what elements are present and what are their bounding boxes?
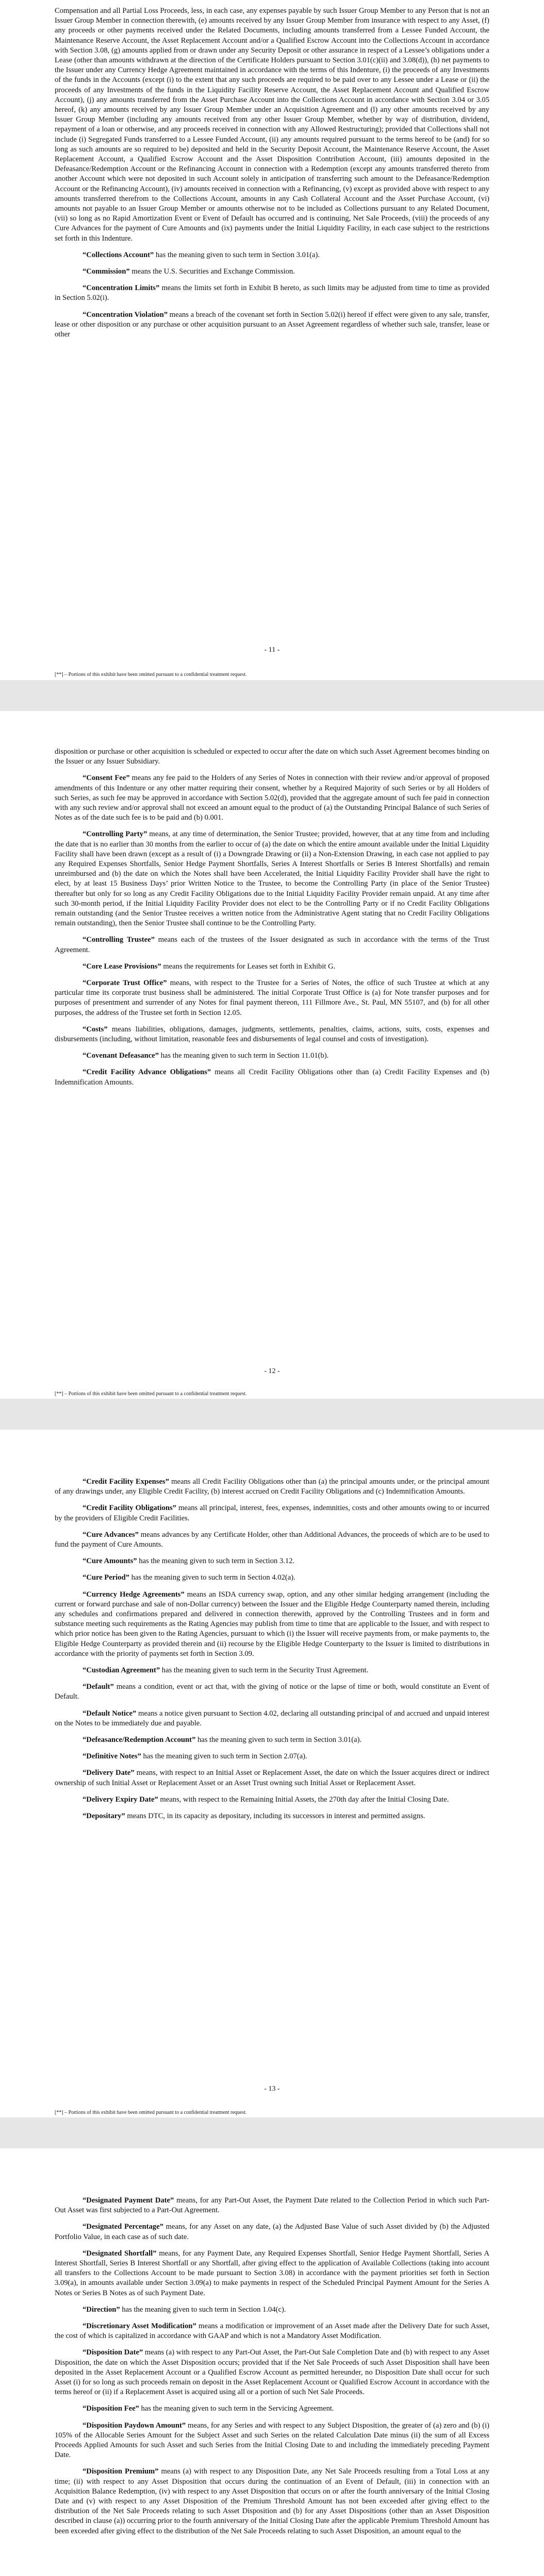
- defined-term: “Default Notice”: [83, 1709, 137, 1718]
- definition-paragraph: [55, 1709, 489, 1728]
- definition-text: means, with respect to the Trustee for a Series of Notes, the office of such Trustee at which at any particular time its corporate trust business shall be administered. The initial Corporate Trust Office is (a) for Note transfer purposes and for purposes of presentment and surrender of any Notes for final payment thereon, 111 Fillmore Ave., St. Paul, MN 55107, and (b) for all other purposes, the address of the Trustee set forth in Section 12.05.: [55, 979, 489, 1017]
- definition-text: means, with respect to an Initial Asset or Replacement Asset, the date on which the Issuer acquires direct or indirect ownership of such Initial Asset or Replacement Asset or an Asset Trust owning such Initial Asset or Replacement Asset.: [55, 1769, 489, 1787]
- defined-term: “Collections Account”: [83, 250, 154, 259]
- defined-term: “Cure Advances”: [83, 1530, 139, 1539]
- definition-paragraph: [55, 2467, 489, 2536]
- defined-term: “Costs”: [83, 1025, 108, 1033]
- definition-text: means the U.S. Securities and Exchange Commission.: [129, 267, 295, 276]
- definition-text: means a condition, event or act that, with the giving of notice or the lapse of time or both, would constitute an Event of Default.: [55, 1683, 489, 1701]
- definition-paragraph: [55, 1067, 489, 1087]
- document-page-12: [0, 711, 544, 1399]
- definition-paragraph: [55, 1590, 489, 1659]
- definition-paragraph: [55, 2222, 489, 2242]
- definition-text: has the meaning given to such term in the Servicing Agreement.: [139, 2404, 334, 2413]
- definition-text: means each of the trustees of the Issuer designated as such in accordance with the terms of the Trust Agreement.: [55, 936, 489, 954]
- definition-paragraph: [55, 1530, 489, 1550]
- definition-text: means, for any Part-Out Asset, the Payment Date related to the Collection Period in which such Part-Out Asset was first subjected to a Part-Out Agreement.: [55, 2196, 489, 2215]
- definition-paragraph: [55, 829, 489, 928]
- page-separator: [0, 1399, 544, 1430]
- definition-text: means, for any Series and with respect to any Subject Disposition, the greater of (a) zero and (b) (i) 105% of the Allocable Series Amount for the Subject Asset and such Series on the related Calculation Date minus (ii) the sum of all Excess Proceeds Applied Amounts for such Asset and such Series from the Initial Closing Date to and including the immediately preceding Payment Date.: [55, 2421, 490, 2460]
- definition-text: means a breach of the covenant set forth in Section 5.02(i) hereof if effect were given to any sale, transfer, lease or other disposition or any purchase or other acquisition pursuant to an Asset Agreement regardless of whether such sale, transfer, lease or other: [55, 310, 489, 339]
- defined-term: “Direction”: [83, 2305, 120, 2314]
- defined-term: “Delivery Expiry Date”: [83, 1795, 158, 1804]
- definition-paragraph: [55, 1735, 489, 1745]
- definition-text: has the meaning given to such term in Section 4.02(a).: [129, 1573, 295, 1582]
- defined-term: “Credit Facility Obligations”: [83, 1504, 176, 1513]
- defined-term: “Definitive Notes”: [83, 1752, 141, 1761]
- defined-term: “Concentration Limits”: [83, 284, 160, 293]
- definition-text: has the meaning given to such term in Section 3.12.: [137, 1557, 295, 1566]
- definition-paragraph: [55, 1477, 489, 1497]
- definition-paragraph: [55, 250, 489, 260]
- definition-paragraph: [55, 1025, 489, 1044]
- page-number: - 13 -: [264, 2085, 280, 2093]
- defined-term: “Cure Amounts”: [83, 1557, 137, 1566]
- definition-text: means, for any Payment Date, any Required Expenses Shortfall, Senior Hedge Payment Shortfall, Series A Interest Shortfall, Series B Interest Shortfall or any Shortfall, after giving effect to the application of Available Collections (taking into account all transfers to the Collections Account to be made pursuant to Section 3.08) in accordance with the payment priorities set forth in Section 3.09(a), in amounts available under Section 3.09(a) to make payments in respect of the Scheduled Principal Payment Amount for the Series A Notes or Series B Notes as of such Payment Date.: [55, 2249, 490, 2297]
- definition-text: has the meaning given to such term in Section 3.01(a).: [154, 250, 320, 259]
- definition-text: Compensation and all Partial Loss Proceeds, less, in each case, any expenses payable by such Issuer Group Member to any Person that is not an Issuer Group Member in connection therewith, (e) amounts received by any Issuer Group Member from insurance with respect to any Asset, (f) any proceeds or other payments received under the Related Documents, including amounts transferred from a Lessee Funded Account, the Maintenance Reserve Account, the Asset Replacement Account and/or a Qualified Escrow Account into the Collections Account in accordance with Section 3.08, (g) amounts applied from or drawn under any Security Deposit or other assurance in respect of a Lessee’s obligations under a Lease (other than amounts withdrawn at the direction of the Certificate Holders pursuant to Section 3.01(c)(ii) and 3.08(d)), (h) net payments to the Issuer under any Currency Hedge Agreement maintained in accordance with the terms of this Indenture, (i) the proceeds of any Investments of the funds in the Accounts (except (i) to the extent that any such proceeds are required to be paid over to any Lessee under a Lease or (ii) the proceeds of any Investments of the funds in the Liquidity Facility Reserve Account, the Asset Replacement Account and Qualified Escrow Account), (j) any amounts transferred from the Asset Purchase Account into the Collections Account in accordance with Section 3.04 or 3.05 hereof, (k) any amounts received by any Issuer Group Member under an Acquisition Agreement and (l) any other amounts received by any Issuer Group Member (including any amounts received from any other Issuer Group Member, whether by way of distribution, dividend, repayment of a loan or otherwise, and any proceeds received in connection with any Allowed Restructuring); provided that Collections shall not include (i) Segregated Funds transferred to a Lessee Funded Account, (ii) any amounts required pursuant to the terms hereof to be (and) for so long as such amounts are so required to be) deposited and held in the Security Deposit Account, the Maintenance Reserve Account, the Asset Replacement Account, a Qualified Escrow Account and the Asset Disposition Contribution Account, (iii) amounts deposited in the Defeasance/Redemption Account or the Refinancing Account in connection with a Redemption (except any amounts transferred thereto from another Account which were not deposited in such Account solely in anticipation of transferring such amount to the Defeasance/Redemption Account or the Refinancing Account), (iv) amounts received in connection with a Refinancing, (v) except as provided above with respect to any amounts transferred therefrom to the Collections Account, amounts in any Cash Collateral Account and the Asset Purchase Account, (vi) amounts not payable to an Issuer Group Member or amounts otherwise not to be included as Collections pursuant to any Related Document, (vii) so long as no Rapid Amortization Event or Event of Default has occurred and is continuing, Net Sale Proceeds, (viii) the proceeds of any Cure Advances for the payment of Cure Amounts and (ix) payments under the Initial Liquidity Facility, in each case subject to the restrictions set forth in this Indenture.: [55, 7, 489, 243]
- definition-paragraph: [55, 2196, 489, 2215]
- document-page-13: [0, 1430, 544, 2117]
- defined-term: “Designated Shortfall”: [83, 2249, 157, 2258]
- definition-text: means, with respect to the Remaining Initial Assets, the 270th day after the Initial Closing Date.: [158, 1795, 449, 1804]
- definition-paragraph: [55, 2421, 489, 2461]
- defined-term: “Covenant Defeasance”: [83, 1052, 159, 1060]
- definition-paragraph: [55, 935, 489, 955]
- definition-text: means (a) with respect to any Disposition Date, any Net Sale Proceeds resulting from a Total Loss at any time; (ii) with respect to any Asset Disposition that occurs during the continuation of an Event of Default, (iii) in connection with an Acquisition Balance Redemption, (iv) with respect to any Asset Disposition that occurs on or after the fourth anniversary of the Initial Closing Date and (v) with respect to any Asset Disposition of the Premium Threshold Amount has not been exceeded after giving effect to the distribution of the Net Sale Proceeds relating to such Asset Disposition and (b) for any Asset Dispositions (other than an Asset Disposition described in clause (a)) occurring prior to the fourth anniversary of the Initial Closing Date after the applicable Premium Threshold Amount has been exceeded after giving effect to the distribution of the Net Sale Proceeds relating to such Asset Disposition, an amount equal to the: [55, 2467, 489, 2535]
- defined-term: “Credit Facility Advance Obligations”: [83, 1068, 211, 1077]
- body-paragraph: [55, 747, 489, 767]
- definition-text: means all Credit Facility Obligations other than (a) Credit Facility Expenses and (b) Indemnification Amounts.: [55, 1068, 489, 1087]
- definition-text: means the limits set forth in Exhibit B hereto, as such limits may be adjusted from time to time as provided in Section 5.02(i).: [55, 284, 489, 302]
- page-separator: [0, 2117, 544, 2148]
- definition-text: means an ISDA currency swap, option, and any other similar hedging arrangement (including the current or forward purchase and sale of non-Dollar currency) between the Issuer and the Eligible Hedge Counterparty named therein, including any schedules and confirmations prepared and delivered in connection therewith, approved by the Controlling Trustees and in form and substance meeting such requirements as the Rating Agencies may publish from time to time that are applicable to the Issuer, and with respect to which prior notice has been given to the Rating Agencies, pursuant to which (i) the Issuer will receive payments from, or make payments to, the Eligible Hedge Counterparty as provided therein and (ii) recourse by the Eligible Hedge Counterparty to the Issuer is limited to distributions in accordance with the priority of payments set forth in Section 3.09.: [55, 1590, 489, 1658]
- defined-term: “Corporate Trust Office”: [83, 979, 167, 988]
- defined-term: “Default”: [83, 1683, 114, 1691]
- defined-term: “Defeasance/Redemption Account”: [83, 1736, 196, 1744]
- defined-term: “Depositary”: [83, 1812, 125, 1821]
- definition-paragraph: [55, 1666, 489, 1675]
- page-body: [55, 2148, 489, 2536]
- definition-text: disposition or purchase or other acquisition is scheduled or expected to occur after the date on which such Asset Agreement becomes binding on the Issuer or any Issuer Subsidiary.: [55, 748, 489, 766]
- defined-term: “Credit Facility Expenses”: [83, 1478, 169, 1486]
- document-page-14: [0, 2148, 544, 2576]
- defined-term: “Cure Period”: [83, 1573, 129, 1582]
- definition-paragraph: [55, 283, 489, 303]
- definition-paragraph: [55, 1573, 489, 1583]
- definition-paragraph: [55, 2305, 489, 2315]
- defined-term: “Consent Fee”: [83, 774, 130, 783]
- defined-term: “Disposition Premium”: [83, 2467, 159, 2476]
- defined-term: “Commission”: [83, 267, 130, 276]
- definition-paragraph: [55, 1556, 489, 1566]
- definition-paragraph: [55, 2249, 489, 2298]
- definition-paragraph: [55, 1682, 489, 1702]
- defined-term: “Core Lease Provisions”: [83, 962, 161, 971]
- definition-text: means all principal, interest, fees, expenses, indemnities, costs and other amounts owing to or incurred by the providers of Eligible Credit Facilities.: [55, 1504, 489, 1522]
- definition-text: has the meaning given to such term in Section 11.01(b).: [158, 1052, 329, 1060]
- definition-paragraph: [55, 2404, 489, 2414]
- definition-text: has the meaning given to such term in Section 3.01(a).: [195, 1736, 362, 1744]
- definition-paragraph: [55, 310, 489, 340]
- definition-text: means all Credit Facility Obligations other than (a) the principal amounts under, or the principal amount of any drawings under, any Eligible Credit Facility, (b) interest accrued on Credit Facility Obligations and (c) Indemnification Amounts.: [55, 1478, 489, 1496]
- definition-text: means liabilities, obligations, damages, judgments, settlements, penalties, claims, actions, suits, costs, expenses and disbursements (including, without limitation, reasonable fees and disbursements of legal counsel and costs of investigation).: [55, 1025, 489, 1044]
- page-body: [55, 1430, 489, 1821]
- defined-term: “Designated Percentage”: [83, 2223, 163, 2231]
- definition-paragraph: [55, 1752, 489, 1761]
- definition-text: means (a) with respect to any Part-Out Asset, the Part-Out Sale Completion Date and (b) with respect to any Asset Disposition, the date on which the Asset Disposition occurs; provided that if the Net Sale Proceeds of such Asset Disposition shall have been deposited in the Asset Replacement Account or a Qualified Escrow Account as permitted hereunder, no Disposition Date shall occur for such Asset (i) for so long as such proceeds remain on deposit in the Asset Replacement Account or Qualified Escrow Account in accordance with the terms hereof or (ii) if a Replacement Asset is acquired using all or a portion of such Net Sale Proceeds.: [55, 2348, 489, 2397]
- definition-text: means advances by any Certificate Holder, other than Additional Advances, the proceeds of which are to be used to fund the payment of Cure Amounts.: [55, 1530, 489, 1549]
- definition-paragraph: [55, 962, 489, 972]
- page-number: - 11 -: [264, 646, 280, 654]
- confidential-footnote: [**] – Portions of this exhibit have been omitted pursuant to a confidential treatment request.: [55, 672, 247, 677]
- definition-paragraph: [55, 1795, 489, 1805]
- confidential-footnote: [**] – Portions of this exhibit have been omitted pursuant to a confidential treatment request.: [55, 2110, 247, 2115]
- document-page-11: [0, 0, 544, 680]
- definition-text: means DTC, in its capacity as depositary, including its successors in interest and permitted assigns.: [125, 1812, 425, 1821]
- page-body: [55, 711, 489, 1088]
- definition-paragraph: [55, 2348, 489, 2397]
- defined-term: “Currency Hedge Agreements”: [83, 1590, 185, 1599]
- definition-text: means, at any time of determination, the Senior Trustee; provided, however, that at any time from and including the date that is no earlier than 30 months from the earlier to occur of (a) the date on which the entire amount available under the Initial Liquidity Facility shall have been drawn (except as a result of (i) a Downgrade Drawing or (ii) a Non-Extension Drawing, in each case not applied to pay any Required Expenses Shortfalls, Senior Hedge Payment Shortfalls, Series A Interest Shortfalls or Series B Interest Shortfalls) and remain unreimbursed and (b) the date on which the Notes shall have been Accelerated, the Initial Liquidity Facility Provider shall have the right to elect, by at least 15 Business Days’ prior Written Notice to the Trustee, to become the Controlling Party (in place of the Senior Trustee) thereafter but only for so long as any Credit Facility Obligations due to the Initial Liquidity Facility Provider remain unpaid. At any time after such 30-month period, if the Initial Liquidity Facility Provider does not elect to be the Controlling Party or if no Credit Facility Obligations remain outstanding (and the Senior Trustee receives a written notice from the Administrative Agent stating that no Credit Facility Obligations remain outstanding), then the Senior Trustee shall continue to be the Controlling Party.: [55, 830, 489, 928]
- definition-text: means the requirements for Leases set forth in Exhibit G.: [161, 962, 336, 971]
- definition-text: has the meaning given to such term in Section 2.07(a).: [141, 1752, 307, 1761]
- confidential-footnote: [**] – Portions of this exhibit have been omitted pursuant to a confidential treatment request.: [55, 1391, 247, 1397]
- definition-text: has the meaning given to such term in the Security Trust Agreement.: [160, 1666, 369, 1675]
- defined-term: “Designated Payment Date”: [83, 2196, 174, 2205]
- page-separator: [0, 680, 544, 711]
- definition-paragraph: [55, 978, 489, 1018]
- definition-paragraph: [55, 1503, 489, 1523]
- definition-paragraph: [55, 773, 489, 823]
- page-number: - 12 -: [264, 1367, 280, 1375]
- definition-paragraph: [55, 1811, 489, 1821]
- definition-text: means any fee paid to the Holders of any Series of Notes in connection with their review and/or approval of proposed amendments of this Indenture or any other matter requiring their consent, whether by a Required Majority of such Series or by all Holders of such Series, as such fee may be approved in accordance with Section 5.02(d), provided that the aggregate amount of such fee paid in connection with any such review and/or approval shall not exceed an amount equal to the product of (a) the Outstanding Principal Balance of such Series of Notes as of the date such fee is to be paid and (b) 0.001.: [55, 774, 489, 822]
- defined-term: “Discretionary Asset Modification”: [83, 2322, 196, 2331]
- defined-term: “Disposition Date”: [83, 2348, 143, 2357]
- defined-term: “Custodian Agreement”: [83, 1666, 160, 1675]
- definition-paragraph: [55, 267, 489, 277]
- definition-paragraph: [55, 2321, 489, 2341]
- defined-term: “Disposition Paydown Amount”: [83, 2421, 186, 2430]
- definition-text: has the meaning given to such term in Section 1.04(c).: [120, 2305, 286, 2314]
- body-paragraph: [55, 6, 489, 244]
- definition-text: means, for any Asset on any date, (a) the Adjusted Base Value of such Asset divided by (b) the Adjusted Portfolio Value, in each case as of such date.: [55, 2223, 489, 2241]
- definition-paragraph: [55, 1051, 489, 1061]
- definition-text: means a notice given pursuant to Section 4.02, declaring all outstanding principal of and accrued and unpaid interest on the Notes to be immediately due and payable.: [55, 1709, 489, 1727]
- page-body: [55, 0, 489, 340]
- definition-text: means a modification or improvement of an Asset made after the Delivery Date for such Asset, the cost of which is capitalized in accordance with GAAP and which is not a Mandatory Asset Modification.: [55, 2322, 489, 2341]
- defined-term: “Disposition Fee”: [83, 2404, 139, 2413]
- defined-term: “Controlling Trustee”: [83, 936, 155, 944]
- defined-term: “Delivery Date”: [83, 1769, 135, 1777]
- definition-paragraph: [55, 1768, 489, 1788]
- defined-term: “Concentration Violation”: [83, 310, 168, 319]
- defined-term: “Controlling Party”: [83, 830, 147, 839]
